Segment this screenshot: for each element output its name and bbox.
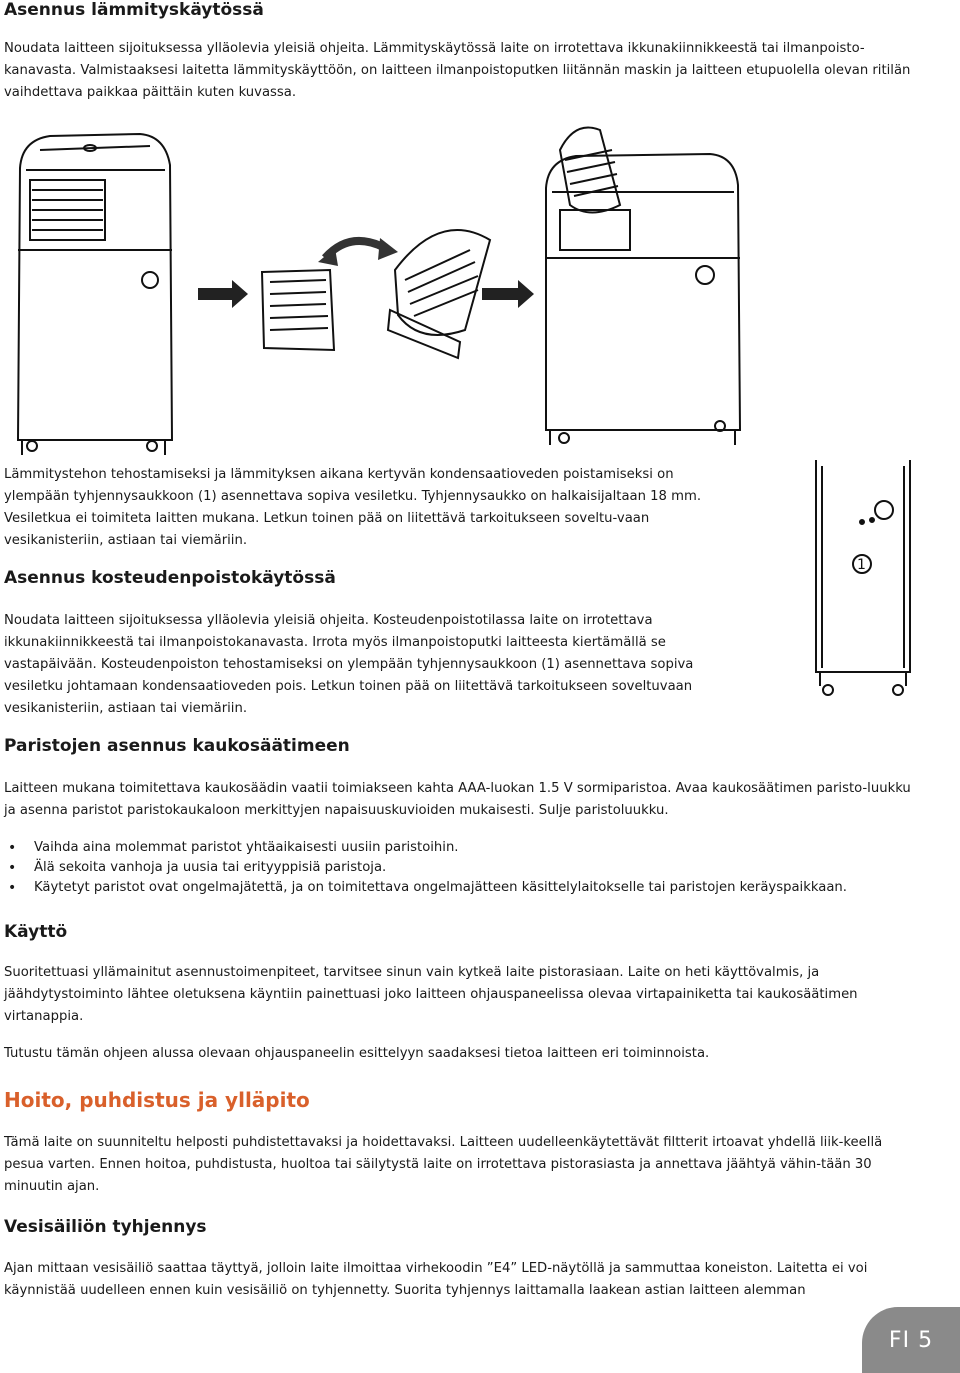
heading-tank: Vesisäiliön tyhjennys (4, 1217, 207, 1237)
list-item: • Käytetyt paristot ovat ongelmajätettä, ja on toimitettava ongelmajätteen käsittelylaitokselle tai paristojen keräyspaikkaan. (4, 878, 924, 898)
usage-paragraph-2: Tutustu tämän ohjeen alussa olevaan ohjauspaneelin esittelyyn saadaksesi tietoa laitteen eri toiminnoista. (4, 1046, 710, 1061)
drain-callout-label: 1 (857, 557, 866, 573)
tank-paragraph: Ajan mittaan vesisäiliö saattaa täyttyä, jolloin laite ilmoittaa virhekoodin ”E4” LED-näytöllä ja sammuttaa koneiston. Laitetta ei voi käynnistää uudelleen ennen kuin vesisäiliö on tyhjennetty. Suorita tyhjennys laittamalla laakean astian laitteen alemman (4, 1261, 868, 1298)
heading-batteries: Paristojen asennus kaukosäätimeen (4, 736, 350, 756)
ac-unit-left-drawing (18, 134, 172, 455)
batteries-paragraph: Laitteen mukana toimitettava kaukosäädin vaatii toimiakseen kahta AAA-luokan 1.5 V sormiparistoa. Avaa kaukosäätimen paristo-luukku ja asenna paristot paristokaukaloon merkittyjen napaisuuskuvioiden mukaisesti. Sulje paristoluukku. (4, 781, 911, 818)
arrow-right-1 (198, 280, 248, 308)
heating-paragraph: Noudata laitteen sijoituksessa ylläolevia yleisiä ohjeita. Lämmityskäytössä laite on irrotettava ikkunakiinnikkeestä tai ilmanpoisto-kanavasta. Valmistaaksesi laitetta lämmityskäyttöön, on laitteen ilmanpoistoputken liitännän maskin ja laitteen etupuolella olevan ritilän vaihdettava paikkaa päittäin kuten kuvassa. (4, 41, 911, 100)
batteries-bullet-list (4, 838, 924, 898)
dehumidify-paragraph: Noudata laitteen sijoituksessa ylläolevia yleisiä ohjeita. Kosteudenpoistotilassa laite on irrotettava ikkunakiinnikkeestä tai ilmanpoistokanavasta. Irrota myös ilmanpoistoputki laitteesta kiertämällä se vastapäivään. Kosteudenpoiston tehostamiseksi on ylempään tyhjennysaukkoon (1) asennettava sopiva vesiletku johtamaan kondensaatioveden pois. Letkun toinen pää on liitettävä tarkoitukseen soveltuvaan vesikanisteriin, astiaan tai viemäriin. (4, 613, 694, 716)
arrow-right-2 (482, 280, 534, 308)
care-paragraph: Tämä laite on suunniteltu helposti puhdistettavaksi ja hoidettavaksi. Laitteen uudelleenkäytettävät filtterit irtoavat yhdellä liik-keellä pesua varten. Ennen hoitoa, puhdistusta, huoltoa tai säilytystä laite on irrotettava pistorasiasta ja annettava jäähtyä vähin-tään 30 minuutin ajan. (4, 1135, 883, 1194)
ac-unit-right-drawing (546, 128, 740, 446)
heading-heating: Asennus lämmityskäytössä (4, 0, 264, 20)
list-item: • Älä sekoita vanhoja ja uusia tai erityyppisiä paristoja. (4, 858, 924, 878)
hose-adaptor-drawing (388, 230, 490, 358)
usage-paragraph-1: Suoritettuasi yllämainitut asennustoimenpiteet, tarvitsee sinun vain kytkeä laite pistorasiaan. Laite on heti käyttövalmis, ja jäähdytystoiminto lähtee oletuksena käyntiin painettuasi joko laitteen ohjauspaneelissa olevaa virtapainiketta tai kaukosäätimen virtanappia. (4, 965, 858, 1024)
drain-illustration (812, 458, 952, 698)
footer-language: FI (888, 1327, 911, 1353)
heading-dehumidify: Asennus kosteudenpoistokäytössä (4, 568, 336, 588)
page-number-tab (862, 1307, 960, 1373)
list-item: • Vaihda aina molemmat paristot yhtäaikaisesti uusiin paristoihin. (4, 838, 924, 858)
heating-drain-paragraph: Lämmitystehon tehostamiseksi ja lämmityksen aikana kertyvän kondensaatioveden poistamiseksi on ylempään tyhjennysaukkoon (1) asennettava sopiva vesiletku. Tyhjennysaukko on halkaisijaltaan 18 mm. Vesiletkua ei toimiteta laitten mukana. Letkun toinen pää on liitettävä tarkoitukseen soveltu-vaan vesikanisteriin, astiaan tai viemäriin. (4, 467, 702, 548)
grille-drawing (262, 270, 334, 350)
heading-usage: Käyttö (4, 922, 68, 942)
footer-page-number: 5 (918, 1327, 934, 1353)
heading-care: Hoito, puhdistus ja ylläpito (4, 1088, 310, 1112)
heating-illustration (0, 110, 960, 470)
